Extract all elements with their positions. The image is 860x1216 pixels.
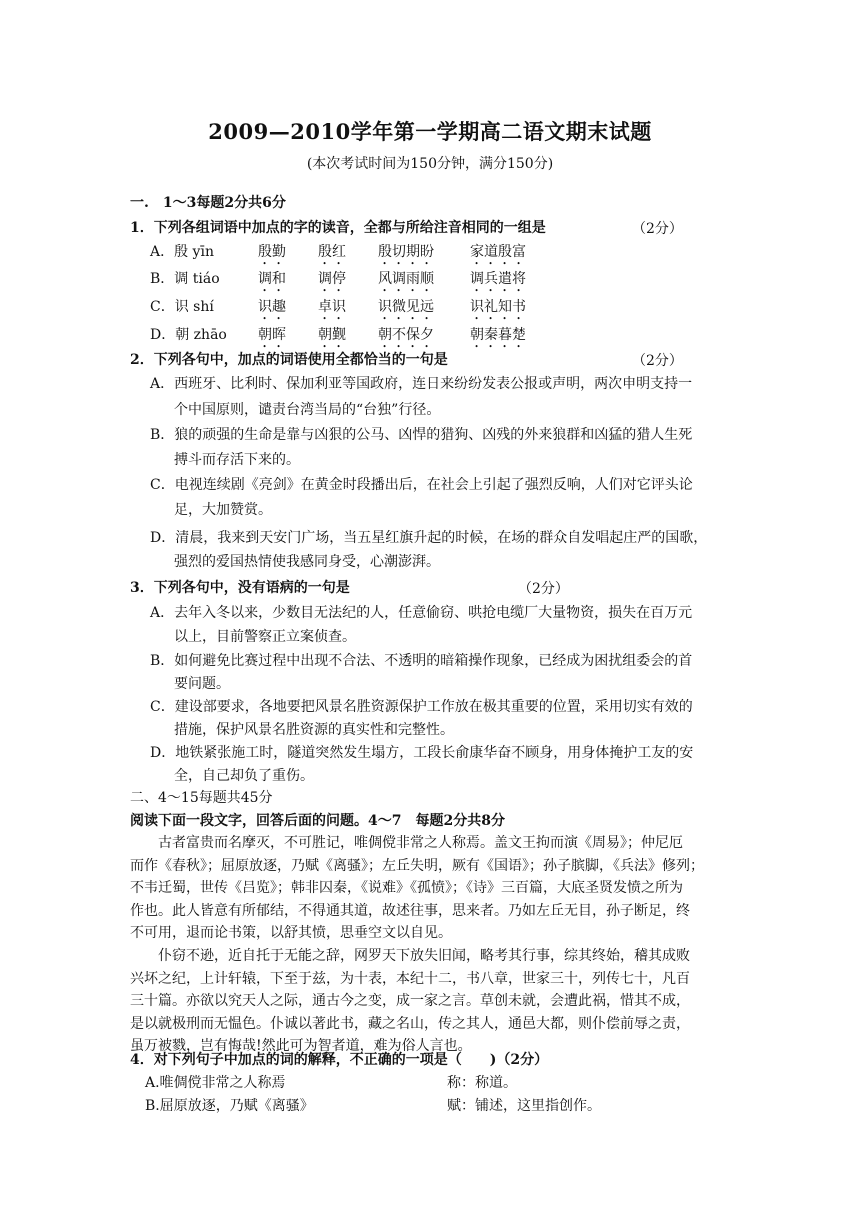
q2-option-a: A．西班牙、比利时、保加利亚等国政府，连日来纷纷发表公报或声明，两次申明支持一 (150, 376, 693, 392)
q3-option-a: A．去年入冬以来，少数目无法纪的人，任意偷窃、哄抢电缆厂大量物资，损失在百万元 (150, 605, 693, 621)
q4-option-b: B.屈原放逐，乃赋《离骚》 (145, 1098, 314, 1114)
q1-option-c-label: C．识 shí (150, 299, 214, 315)
q2-option-b-cont: 搏斗而存活下来的。 (174, 452, 300, 468)
q2-option-d-cont: 强烈的爱国热情使我感同身受，心潮澎湃。 (174, 554, 440, 570)
q1-option-c-word: 识微见远 (378, 299, 434, 315)
q3-score: （2分） (518, 581, 569, 597)
passage-paragraph-1 (130, 832, 730, 945)
passage-line: 古者富贵而名摩灭，不可胜记，唯倜傥非常之人称焉。盖文王拘而演《周易》；仲尼厄 (130, 835, 683, 851)
passage-line: 作也。此人皆意有所郁结，不得通其道，故述往事，思来者。乃如左丘无目，孙子断足，终 (130, 902, 690, 919)
passage-line: 是以就极刑而无愠色。仆诚以著此书，藏之名山，传之其人，通邑大都，则仆偿前辱之责， (130, 1015, 690, 1032)
q3-option-b-cont: 要问题。 (174, 676, 230, 692)
page-title: 2009—2010学年第一学期高二语文期末试题 (208, 119, 652, 144)
q2-option-c-cont: 足，大加赞赏。 (174, 502, 272, 518)
q1-option-a-word: 殷勤 (258, 244, 286, 260)
q1-option-b-label: B．调 tiáo (150, 271, 220, 287)
q1-option-b-word: 风调雨顺 (378, 271, 434, 287)
q1-option-d-word: 朝晖 (258, 327, 286, 343)
q1-stem: 1．下列各组词语中加点的字的读音，全都与所给注音相同的一组是 (130, 220, 546, 236)
q1-option-b-word: 调停 (318, 271, 346, 287)
q1-option-c-word: 识趣 (258, 299, 286, 315)
q2-option-c: C．电视连续剧《亮剑》在黄金时段播出后，在社会上引起了强烈反响，人们对它评头论 (150, 477, 693, 493)
q1-option-c-word: 卓识 (318, 299, 346, 315)
q2-option-d: D．清晨，我来到天安门广场，当五星红旗升起的时候，在场的群众自发唱起庄严的国歌， (150, 530, 708, 546)
q3-option-c: C．建设部要求，各地要把风景名胜资源保护工作放在极其重要的位置，采用切实有效的 (150, 699, 693, 715)
q3-option-b: B．如何避免比赛过程中出现不合法、不透明的暗箱操作现象，已经成为困扰组委会的首 (150, 653, 693, 669)
q1-option-d-label: D．朝 zhāo (150, 327, 227, 343)
q3-option-d: D．地铁紧张施工时，隧道突然发生塌方，工段长俞康华奋不顾身，用身体掩护工友的安 (150, 745, 694, 761)
q1-option-d-word: 朝觐 (318, 327, 346, 343)
section-1-heading: 一. 1～3每题2分共6分 (130, 195, 286, 211)
q1-option-d-word: 朝不保夕 (378, 327, 434, 343)
q1-score: （2分） (632, 221, 683, 237)
q2-score: （2分） (632, 353, 683, 369)
passage-line: 而作《春秋》；屈原放逐，乃赋《离骚》；左丘失明，厥有《国语》；孙子膑脚，《兵法》修列； (130, 857, 704, 874)
q4-option-a-gloss: 称：称道。 (447, 1075, 517, 1091)
q1-option-a-word: 殷切期盼 (378, 244, 434, 260)
q1-option-d-word: 朝秦暮楚 (470, 327, 526, 343)
q4-stem: 4．对下列句子中加点的词的解释，不正确的一项是（ )（2分） (130, 1052, 549, 1068)
reading-intro: 阅读下面一段文字，回答后面的问题。4～7 每题2分共8分 (130, 813, 505, 829)
passage-paragraph-2 (130, 945, 730, 1058)
q1-option-b-word: 调兵遣将 (470, 271, 526, 287)
q3-option-d-cont: 全，自己却负了重伤。 (174, 768, 314, 784)
q4-option-a: A.唯倜傥非常之人称焉 (145, 1075, 286, 1091)
q1-option-b-word: 调和 (258, 271, 286, 287)
q3-option-c-cont: 措施，保护风景名胜资源的真实性和完整性。 (174, 722, 454, 738)
q3-option-a-cont: 以上，目前警察正立案侦查。 (174, 629, 356, 645)
q2-stem: 2．下列各句中，加点的词语使用全都恰当的一句是 (130, 352, 448, 368)
passage-line: 不可用，退而论书策，以舒其愤，思垂空文以自见。 (130, 925, 452, 941)
q2-option-a-cont: 个中国原则，谴责台湾当局的“台独”行径。 (174, 402, 441, 418)
passage-line: 兴坏之纪，上计轩辕，下至于兹，为十表，本纪十二，书八章，世家三十，列传七十，凡百 (130, 970, 690, 987)
section-2-heading: 二、4～15每题共45分 (130, 790, 273, 806)
q1-option-c-word: 识礼知书 (470, 299, 526, 315)
q1-option-a-label: A．殷 yīn (150, 244, 214, 260)
passage-line: 仆窃不逊，近自托于无能之辞，网罗天下放失旧闻，略考其行事，综其终始，稽其成败 (130, 948, 690, 964)
q1-option-a-word: 殷红 (318, 244, 346, 260)
q4-option-b-gloss: 赋：铺述，这里指创作。 (447, 1098, 601, 1114)
q1-option-a-word: 家道殷富 (470, 244, 526, 260)
passage-line: 虽万被戮，岂有悔哉!然此可为智者道，难为俗人言也。 (130, 1038, 472, 1054)
passage-line: 不韦迁蜀，世传《吕览》；韩非囚秦，《说难》《孤愤》；《诗》三百篇，大底圣贤发愤之所为 (130, 880, 683, 896)
q2-option-b: B．狼的顽强的生命是靠与凶狠的公马、凶悍的猎狗、凶残的外来狼群和凶猛的猎人生死 (150, 427, 693, 443)
page-subtitle: (本次考试时间为150分钟，满分150分) (306, 156, 554, 172)
q3-stem: 3．下列各句中，没有语病的一句是 (130, 580, 350, 596)
passage-line: 三十篇。亦欲以究天人之际，通古今之变，成一家之言。草创未就，会遭此祸，惜其不成， (130, 993, 690, 1009)
